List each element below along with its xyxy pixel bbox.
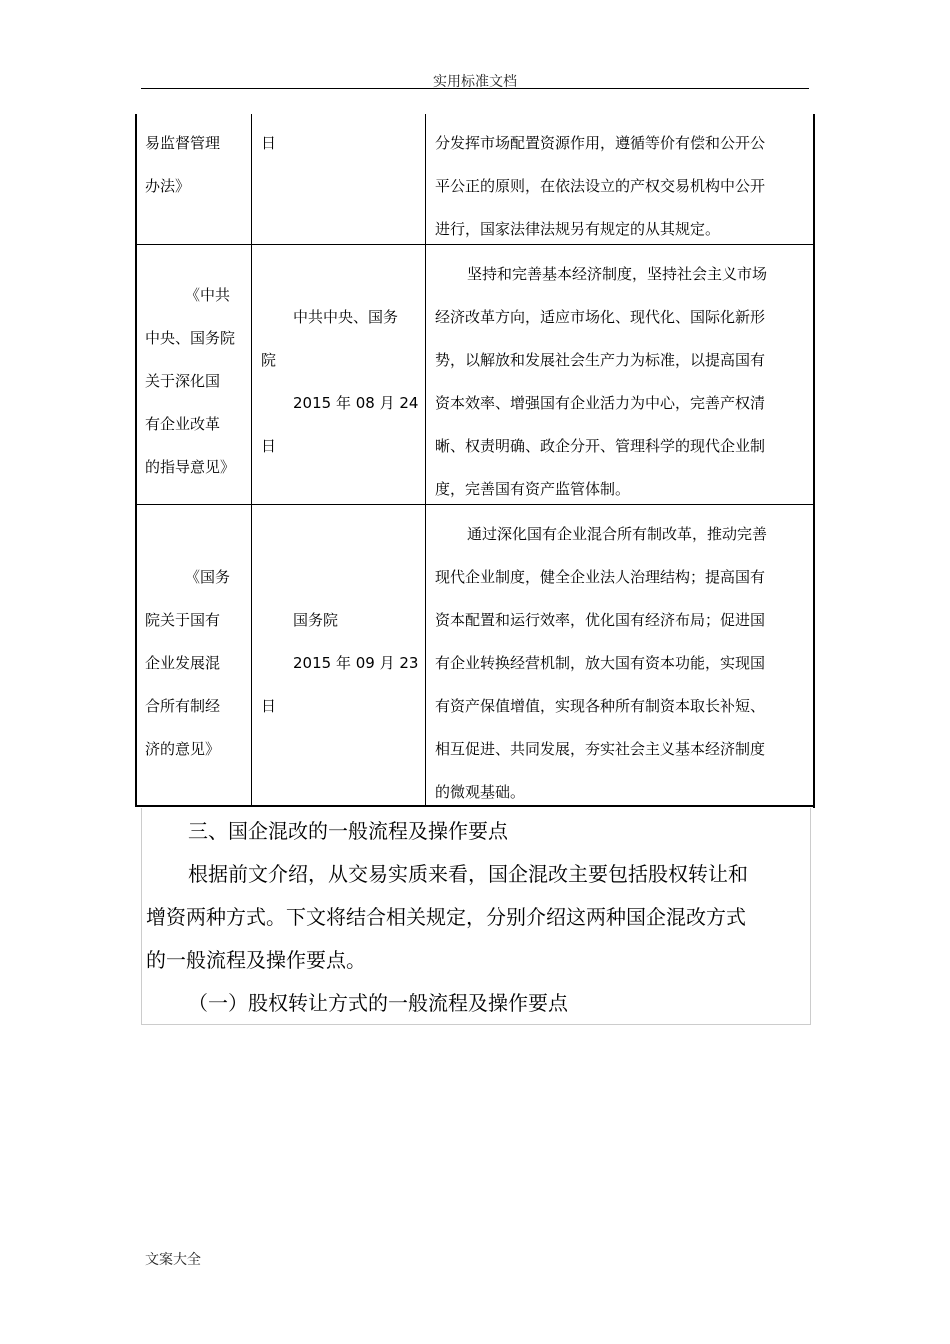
- policy-name-line: 中央、国务院: [145, 329, 236, 347]
- subsection-heading: （一）股权转让方式的一般流程及操作要点: [188, 991, 568, 1015]
- policy-content-cell: [435, 122, 810, 251]
- policy-name-line: 的指导意见》: [145, 458, 236, 476]
- policy-name-cell: [145, 556, 249, 771]
- policy-name-line: 《国务: [185, 568, 231, 586]
- policy-name-line: 有企业改革: [145, 415, 221, 433]
- header-rule: [141, 88, 809, 89]
- policy-table: [135, 114, 815, 806]
- content-line: 有资产保值增值，实现各种所有制资本取长补短、: [435, 697, 766, 715]
- content-line: 资本效率、增强国有企业活力为中心，完善产权清: [435, 394, 766, 412]
- content-line: 经济改革方向，适应市场化、现代化、国际化新形: [435, 308, 766, 326]
- policy-name-line: 《中共: [185, 286, 231, 304]
- issuer-date-line: 国务院: [293, 611, 339, 629]
- policy-name-line: 关于深化国: [145, 372, 221, 390]
- section-heading: 三、国企混改的一般流程及操作要点: [188, 819, 508, 843]
- body-paragraph-line: 增资两种方式。下文将结合相关规定，分别介绍这两种国企混改方式: [146, 905, 746, 929]
- table-row: [135, 244, 815, 504]
- content-line: 分发挥市场配置资源作用，遵循等价有偿和公开公: [435, 134, 766, 152]
- issuer-date-cell: [261, 599, 423, 728]
- content-line: 度，完善国有资产监管体制。: [435, 480, 631, 498]
- policy-name-line: 济的意见》: [145, 740, 221, 758]
- policy-name-line: 办法》: [145, 177, 191, 195]
- policy-content-cell: [435, 253, 810, 511]
- body-paragraph-line: 的一般流程及操作要点。: [146, 948, 366, 972]
- policy-name-cell: [145, 274, 249, 489]
- issuer-date-line: 中共中央、国务: [293, 308, 399, 326]
- issuer-date-line: 日: [261, 437, 277, 455]
- content-line: 平公正的原则，在依法设立的产权交易机构中公开: [435, 177, 766, 195]
- page-footer: 文案大全: [145, 1252, 201, 1268]
- content-line: 的微观基础。: [435, 783, 526, 801]
- content-line: 晰、权责明确、政企分开、管理科学的现代企业制: [435, 437, 766, 455]
- content-line: 坚持和完善基本经济制度，坚持社会主义市场: [467, 265, 768, 283]
- policy-name-line: 院关于国有: [145, 611, 221, 629]
- body-paragraph-line: 根据前文介绍，从交易实质来看，国企混改主要包括股权转让和: [188, 862, 748, 886]
- policy-name-line: 企业发展混: [145, 654, 221, 672]
- policy-name-cell: [145, 122, 249, 208]
- issuer-date-cell: [261, 296, 423, 468]
- content-line: 有企业转换经营机制，放大国有资本功能，实现国: [435, 654, 766, 672]
- issuer-date-line: 2015 年 08 月 24: [293, 394, 419, 412]
- issuer-date-line: 院: [261, 351, 277, 369]
- header-title: 实用标准文档: [433, 74, 517, 90]
- issuer-date-cell: [261, 122, 421, 165]
- table-row: [135, 114, 815, 244]
- issuer-date-line: 2015 年 09 月 23: [293, 654, 419, 672]
- policy-content-cell: [435, 513, 810, 814]
- table-row: [135, 504, 815, 806]
- issuer-date-line: 日: [261, 697, 277, 715]
- content-line: 进行，国家法律法规另有规定的从其规定。: [435, 220, 721, 238]
- content-line: 势，以解放和发展社会生产力为标准，以提高国有: [435, 351, 766, 369]
- content-line: 相互促进、共同发展，夯实社会主义基本经济制度: [435, 740, 766, 758]
- content-line: 资本配置和运行效率，优化国有经济布局；促进国: [435, 611, 766, 629]
- content-line: 现代企业制度，健全企业法人治理结构；提高国有: [435, 568, 766, 586]
- content-line: 通过深化国有企业混合所有制改革，推动完善: [467, 525, 768, 543]
- policy-name-line: 易监督管理: [145, 134, 221, 152]
- policy-name-line: 合所有制经: [145, 697, 221, 715]
- body-section: [141, 808, 811, 1025]
- issuer-date-line: 日: [261, 134, 277, 152]
